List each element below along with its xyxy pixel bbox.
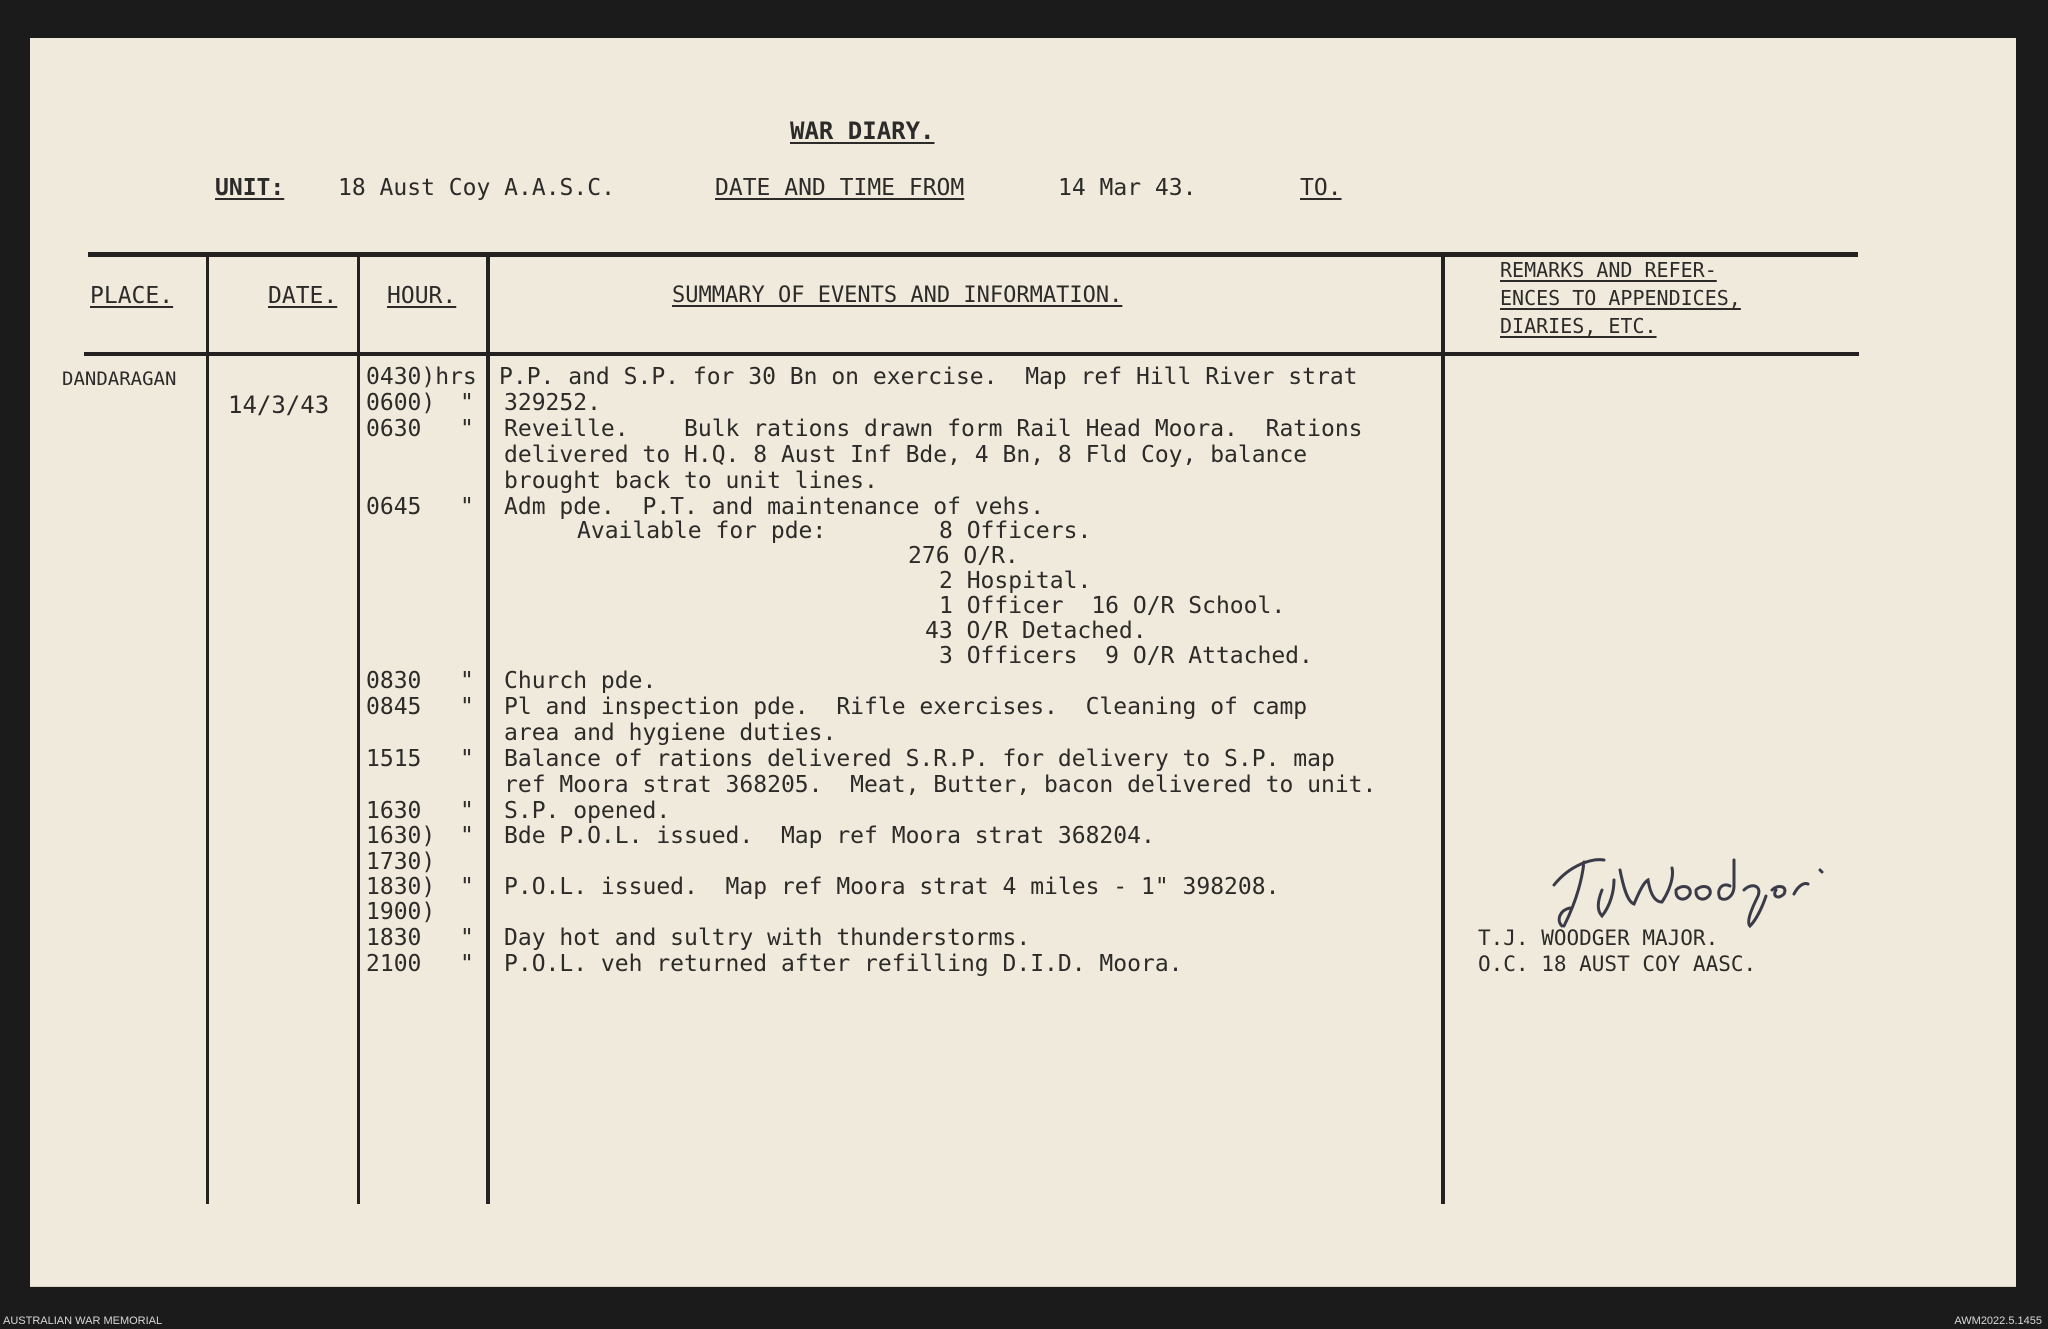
ditto-mark: " [460, 390, 474, 416]
date-entry: 14/3/43 [228, 391, 330, 419]
summary-line: 3 Officers 9 O/R Attached. [939, 643, 1313, 669]
table-header-rule [84, 352, 1859, 356]
column-header-place: PLACE. [90, 283, 174, 309]
summary-line: area and hygiene duties. [504, 720, 837, 746]
summary-line: ref Moora strat 368205. Meat, Butter, bacon delivered to unit. [504, 772, 1377, 798]
signature-position: O.C. 18 AUST COY AASC. [1478, 952, 1757, 976]
summary-line: P.O.L. veh returned after refilling D.I.D. Moora. [504, 951, 1183, 977]
date-from-label: DATE AND TIME FROM [715, 175, 965, 201]
unit-value: 18 Aust Coy A.A.S.C. [338, 175, 615, 201]
summary-line: Reveille. Bulk rations drawn form Rail Head Moora. Rations [504, 416, 1363, 442]
hour-entry: 0830 [366, 668, 422, 694]
page-title: WAR DIARY. [790, 117, 935, 145]
ditto-mark: " [460, 668, 474, 694]
column-header-remarks-3: DIARIES, ETC. [1500, 314, 1657, 338]
ditto-mark: " [460, 494, 474, 520]
date-from-value: 14 Mar 43. [1058, 175, 1197, 201]
column-divider-summary [1441, 252, 1445, 1204]
summary-line: 8 Officers. [939, 518, 1092, 544]
hour-entry: 1830 [366, 925, 422, 951]
to-label: TO. [1300, 175, 1342, 201]
hour-entry: 0600) [366, 390, 436, 416]
summary-line: Bde P.O.L. issued. Map ref Moora strat 368204. [504, 823, 1155, 849]
hour-entry: 0645 [366, 494, 422, 520]
ditto-mark: " [460, 416, 474, 442]
summary-line: 2 Hospital. [939, 568, 1092, 594]
hour-entry: 2100 [366, 951, 422, 977]
column-header-summary: SUMMARY OF EVENTS AND INFORMATION. [672, 283, 1123, 308]
summary-line: 329252. [504, 390, 601, 416]
hour-entry: 1630) [366, 823, 436, 849]
ditto-mark: " [460, 694, 474, 720]
ditto-mark: " [460, 823, 474, 849]
column-header-remarks-2: ENCES TO APPENDICES, [1500, 286, 1741, 310]
column-divider-hour [486, 252, 490, 1204]
column-divider-place [206, 252, 209, 1204]
summary-line: Pl and inspection pde. Rifle exercises. Cleaning of camp [504, 694, 1308, 720]
column-header-date: DATE. [268, 283, 338, 309]
summary-line: Balance of rations delivered S.R.P. for delivery to S.P. map [504, 746, 1335, 772]
hour-entry: 0845 [366, 694, 422, 720]
summary-line: Church pde. [504, 668, 657, 694]
ditto-mark: " [460, 874, 474, 900]
hour-entry: 1900) [366, 899, 436, 925]
summary-line: brought back to unit lines. [504, 468, 878, 494]
ditto-mark: " [460, 951, 474, 977]
hour-entry: 0430)hrs [366, 364, 477, 390]
column-divider-date [357, 252, 360, 1204]
summary-line: delivered to H.Q. 8 Aust Inf Bde, 4 Bn, 8 Fld Coy, balance [504, 442, 1308, 468]
hour-entry: 1730) [366, 849, 436, 875]
unit-label: UNIT: [215, 175, 285, 201]
ditto-mark: " [460, 746, 474, 772]
summary-line: S.P. opened. [504, 798, 671, 824]
hour-entry: 1830) [366, 874, 436, 900]
summary-line: Adm pde. P.T. and maintenance of vehs. [504, 494, 1045, 520]
summary-line: 1 Officer 16 O/R School. [939, 593, 1286, 619]
summary-line: Available for pde: [577, 518, 827, 544]
handwritten-signature [1540, 830, 1840, 940]
summary-line: P.P. and S.P. for 30 Bn on exercise. Map ref Hill River strat [499, 364, 1358, 390]
summary-line: Day hot and sultry with thunderstorms. [504, 925, 1031, 951]
hour-entry: 0630 [366, 416, 422, 442]
summary-line: 276 O/R. [908, 543, 1019, 569]
place-entry: DANDARAGAN [62, 368, 177, 390]
footer-reference: AWM2022.5.1455 [1954, 1315, 2042, 1327]
summary-line: 43 O/R Detached. [925, 618, 1147, 644]
ditto-mark: " [460, 925, 474, 951]
summary-line: P.O.L. issued. Map ref Moora strat 4 miles - 1" 398208. [504, 874, 1280, 900]
column-header-remarks-1: REMARKS AND REFER- [1500, 258, 1717, 282]
footer-source: AUSTRALIAN WAR MEMORIAL [3, 1315, 163, 1327]
column-header-hour: HOUR. [387, 283, 457, 309]
signature-name: T.J. WOODGER MAJOR. [1478, 926, 1719, 950]
ditto-mark: " [460, 798, 474, 824]
hour-entry: 1515 [366, 746, 422, 772]
hour-entry: 1630 [366, 798, 422, 824]
